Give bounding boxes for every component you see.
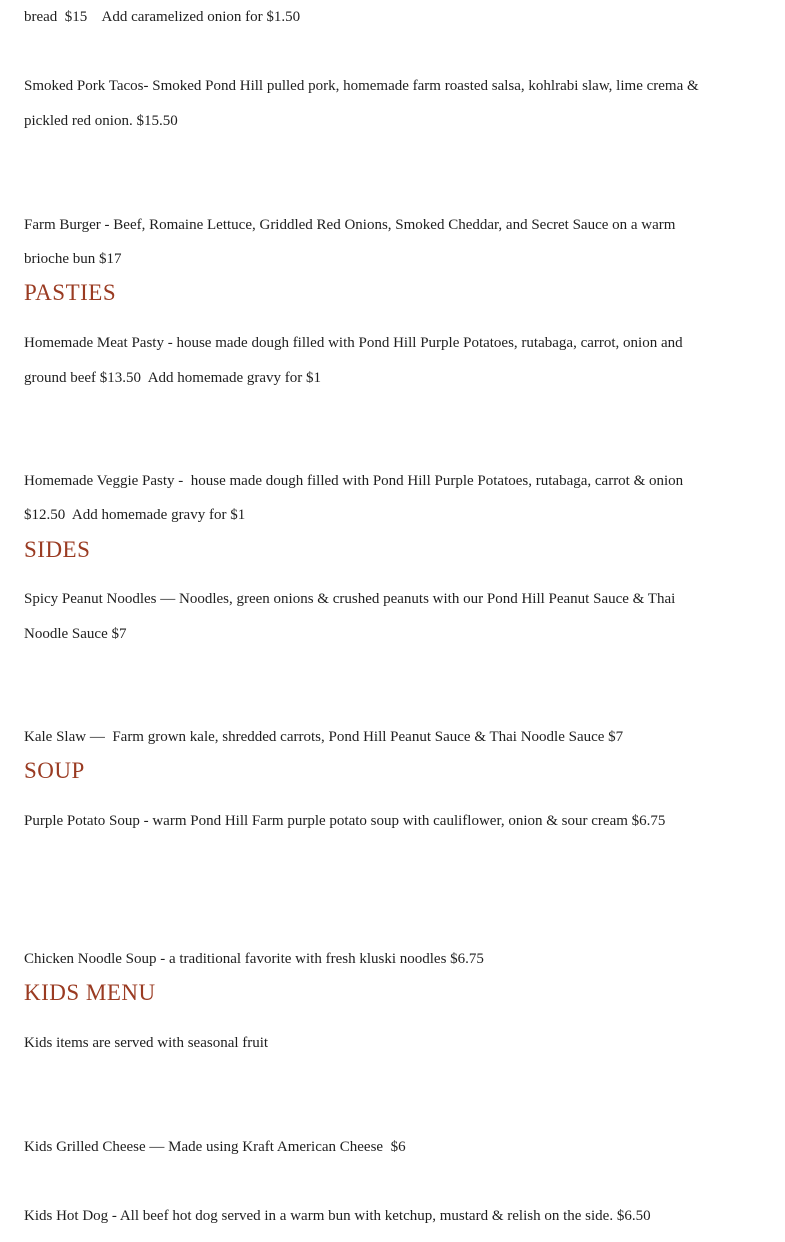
section-heading-kids-menu: KIDS MENU — [24, 980, 156, 1005]
section-heading-sides: SIDES — [24, 537, 91, 562]
menu-item-bread-continued: bread $15 Add caramelized onion for $1.50 — [24, 9, 301, 25]
kids-menu-note: Kids items are served with seasonal fruit — [24, 1035, 269, 1051]
section-heading-soup: SOUP — [24, 758, 85, 783]
menu-item-smoked-pork-tacos: Smoked Pork Tacos- Smoked Pond Hill pulled pork, homemade farm roasted salsa, kohlrabi slaw, lime crema & pickled red onion. $15.50 — [24, 78, 699, 129]
menu-item-meat-pasty: Homemade Meat Pasty - house made dough filled with Pond Hill Purple Potatoes, rutabaga, carrot, onion and ground beef $13.50 Add homemade gravy for $1 — [24, 335, 687, 386]
menu-item-chicken-noodle-soup: Chicken Noodle Soup - a traditional favorite with fresh kluski noodles $6.75 — [24, 950, 484, 967]
menu-item-veggie-pasty: Homemade Veggie Pasty - house made dough filled with Pond Hill Purple Potatoes, rutabaga, carrot & onion $12.50 Add homemade gravy for $1 — [24, 472, 687, 523]
section-heading-pasties: PASTIES — [24, 280, 117, 305]
menu-item-farm-burger: Farm Burger - Beef, Romaine Lettuce, Griddled Red Onions, Smoked Cheddar, and Secret Sauce on a warm brioche bun $17 — [24, 216, 676, 267]
menu-item-kids-hot-dog: Kids Hot Dog - All beef hot dog served in a warm bun with ketchup, mustard & relish on the side. $6.50 — [24, 1207, 651, 1224]
menu-item-spicy-peanut-noodles: Spicy Peanut Noodles — Noodles, green onions & crushed peanuts with our Pond Hill Peanut Sauce & Thai Noodle Sauce $7 — [24, 591, 676, 642]
menu-item-purple-potato-soup: Purple Potato Soup - warm Pond Hill Farm purple potato soup with cauliflower, onion & sour cream $6.75 — [24, 813, 666, 829]
menu-item-kale-slaw: Kale Slaw — Farm grown kale, shredded carrots, Pond Hill Peanut Sauce & Thai Noodle Sauce $7 — [24, 728, 624, 745]
continued-section — [24, 0, 300, 35]
menu-item-kids-grilled-cheese: Kids Grilled Cheese — Made using Kraft American Cheese $6 — [24, 1138, 406, 1155]
